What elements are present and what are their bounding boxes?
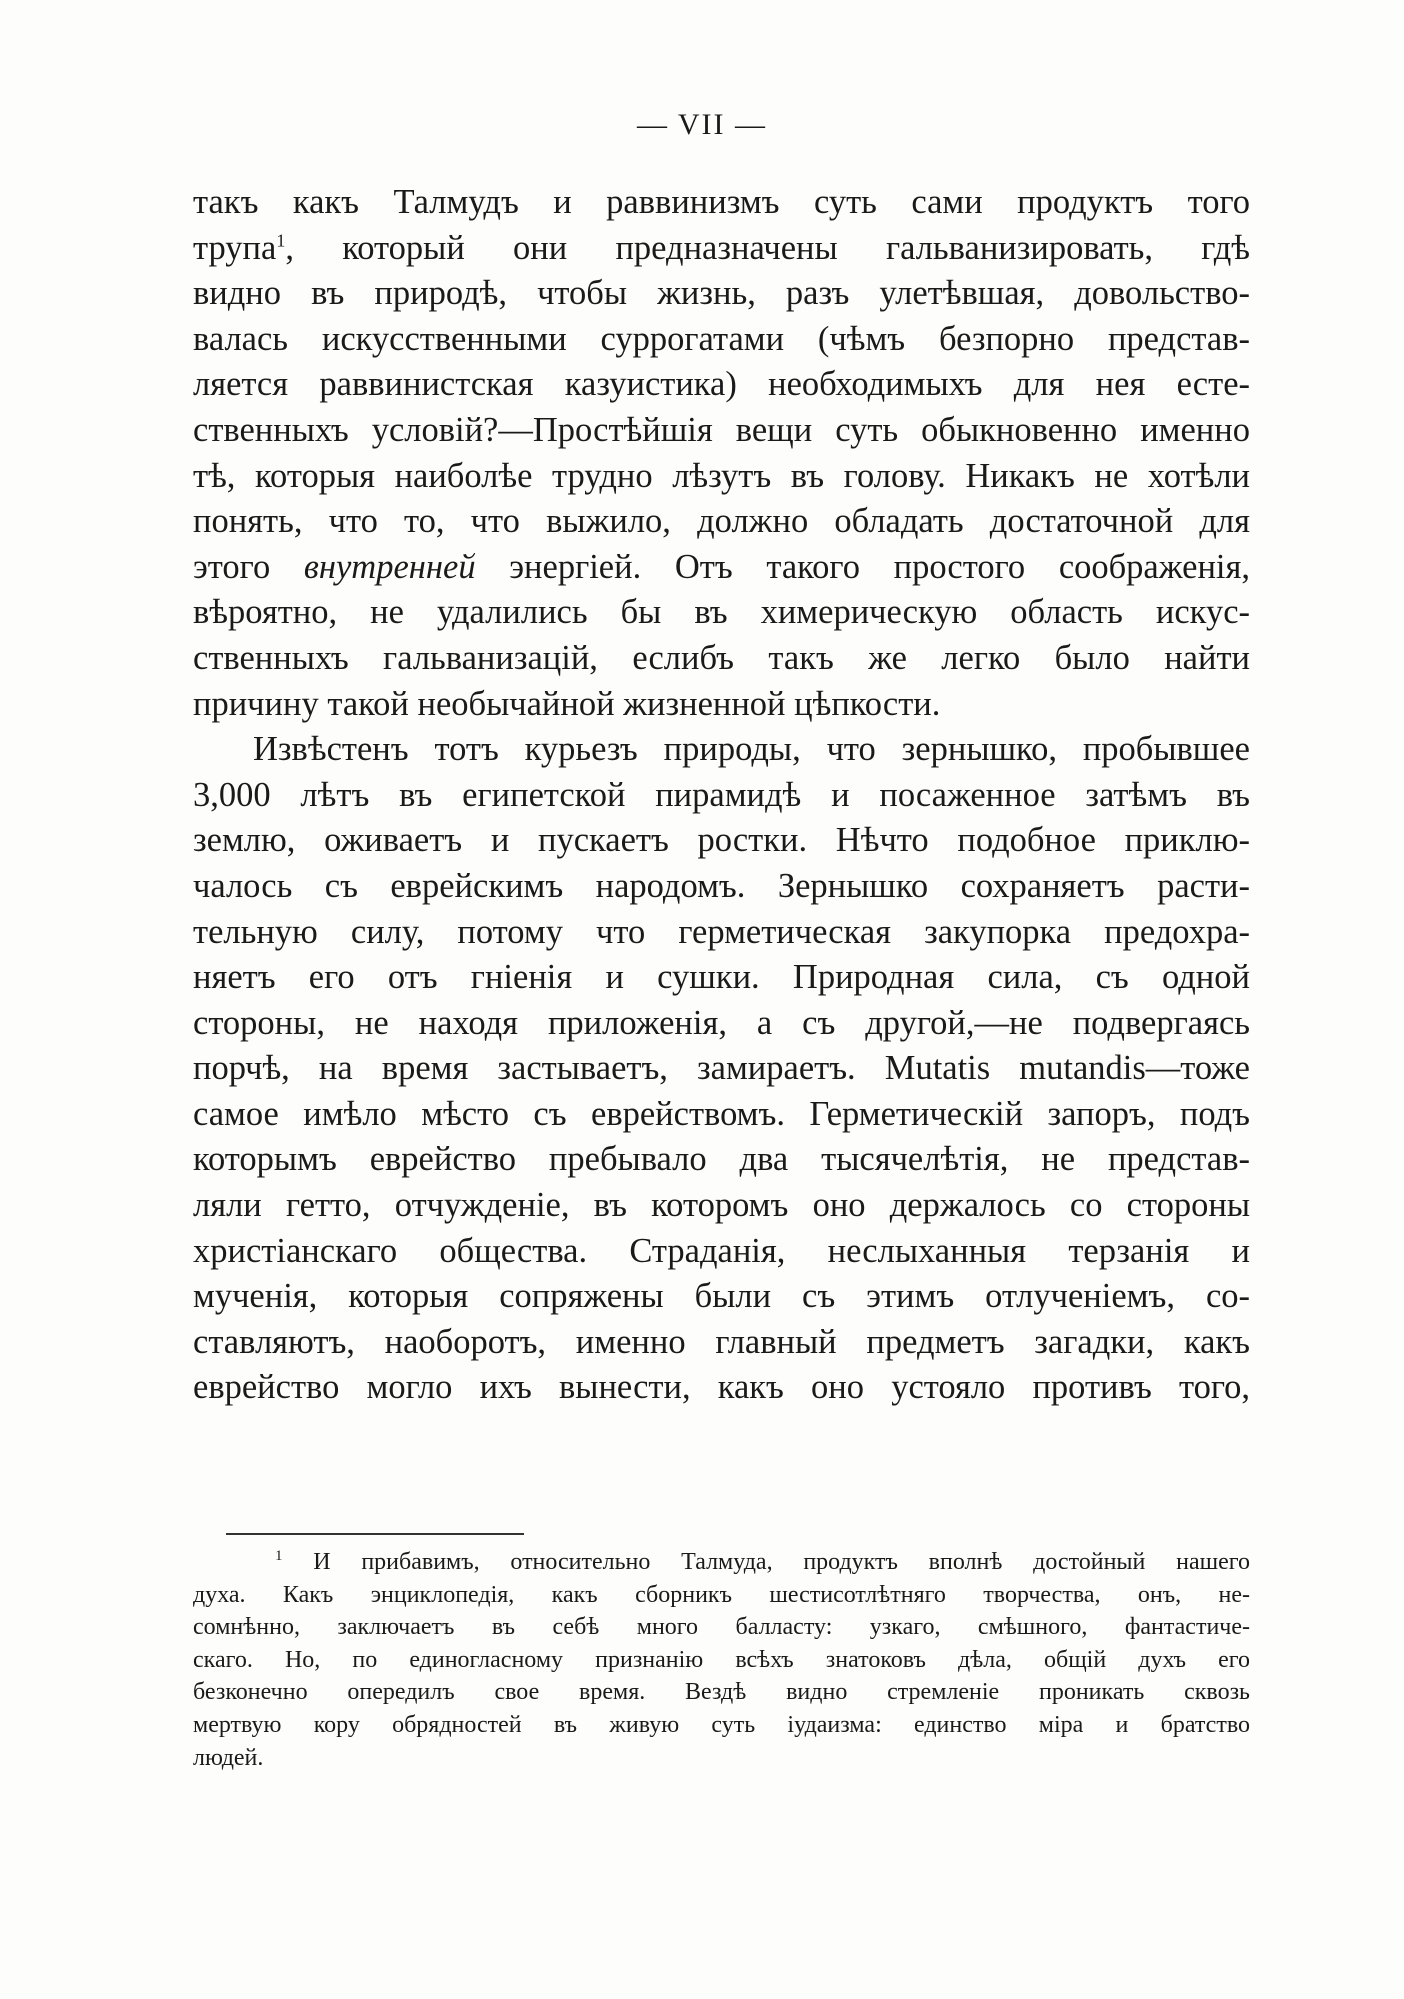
text-fragment: трупа bbox=[193, 228, 277, 267]
footnote-marker: 1 bbox=[275, 1548, 283, 1564]
italic-emphasis: внутренней bbox=[303, 547, 476, 586]
text-fragment: , который они предназначены гальванизировать, гдѣ bbox=[285, 228, 1250, 267]
text-line: ственныхъ условій?—Простѣйшія вещи суть обыкновенно именно bbox=[193, 410, 1250, 449]
text-line: ставляютъ, наоборотъ, именно главный предметъ загадки, какъ bbox=[193, 1322, 1250, 1361]
footnote-line: безконечно опередилъ свое время. Вездѣ видно стремленіе проникать сквозь bbox=[193, 1679, 1250, 1706]
footnote-reference: 1 bbox=[276, 230, 286, 251]
footnote-separator bbox=[226, 1533, 524, 1535]
text-line: ляется раввинистская казуистика) необходимыхъ для нея есте- bbox=[193, 365, 1250, 404]
text-line: Извѣстенъ тотъ курьезъ природы, что зернышко, пробывшее bbox=[253, 730, 1250, 769]
text-line: христіанскаго общества. Страданія, неслыханныя терзанія и bbox=[193, 1231, 1250, 1270]
footnote-line: людей. bbox=[193, 1744, 264, 1771]
footnote-line bbox=[193, 1546, 1250, 1579]
text-line: няетъ его отъ гніенія и сушки. Природная сила, съ одной bbox=[193, 958, 1250, 997]
text-line: самое имѣло мѣсто съ еврействомъ. Герметическій запоръ, подъ bbox=[193, 1094, 1250, 1133]
main-text bbox=[193, 180, 1250, 1411]
footnote-line: духа. Какъ энциклопедія, какъ сборникъ шестисотлѣтняго творчества, онъ, не- bbox=[193, 1581, 1250, 1608]
text-line: которымъ еврейство пребывало два тысячелѣтія, не представ- bbox=[193, 1140, 1250, 1179]
text-line: 3,000 лѣтъ въ египетской пирамидѣ и посаженное затѣмъ въ bbox=[193, 775, 1250, 814]
text-line: такъ какъ Талмудъ и раввинизмъ суть сами продуктъ того bbox=[193, 183, 1250, 221]
page-number: — VII — bbox=[636, 108, 768, 141]
text-line: еврейство могло ихъ вынести, какъ оно устояло противъ того, bbox=[193, 1368, 1250, 1407]
text-line: тѣ, которыя наиболѣе трудно лѣзутъ въ голову. Никакъ не хотѣли bbox=[193, 456, 1250, 495]
text-fragment: энергіей. Отъ такого простого соображенія, bbox=[509, 547, 1250, 586]
text-line: ственныхъ гальванизацій, еслибъ такъ же легко было найти bbox=[193, 638, 1250, 677]
text-line: видно въ природѣ, чтобы жизнь, разъ улетѣвшая, довольство- bbox=[193, 274, 1250, 313]
text-line: понять, что то, что выжило, должно обладать достаточной для bbox=[193, 502, 1250, 541]
text-line: тельную силу, потому что герметическая закупорка предохра- bbox=[193, 912, 1250, 951]
text-line: валась искусственными суррогатами (чѣмъ безпорно представ- bbox=[193, 319, 1250, 358]
text-line: вѣроятно, не удалились бы въ химерическую область искус- bbox=[193, 593, 1250, 632]
footnote-line: скаго. Но, по единогласному признанію всѣхъ знатоковъ дѣла, общій духъ его bbox=[193, 1646, 1250, 1673]
text-line: стороны, не находя приложенія, а съ другой,—не подвергаясь bbox=[193, 1003, 1250, 1042]
text-line: ляли гетто, отчужденіе, въ которомъ оно держалось со стороны bbox=[193, 1186, 1250, 1225]
footnote-line: сомнѣнно, заключаетъ въ себѣ много балласту: узкаго, смѣшного, фантастиче- bbox=[193, 1614, 1250, 1641]
footnote bbox=[193, 1546, 1250, 1774]
text-line: землю, оживаетъ и пускаетъ ростки. Нѣчто подобное приклю- bbox=[193, 821, 1250, 860]
text-fragment: И прибавимъ, относительно Талмуда, продуктъ вполнѣ достойный нашего bbox=[313, 1549, 1250, 1575]
text-fragment: этого bbox=[193, 547, 271, 586]
text-line: причину такой необычайной жизненной цѣпкости. bbox=[193, 684, 941, 723]
text-line: мученія, которыя сопряжены были съ этимъ отлученіемъ, со- bbox=[193, 1277, 1250, 1316]
text-line: порчѣ, на время застываетъ, замираетъ. Mutatis mutandis—тоже bbox=[193, 1049, 1250, 1088]
text-line bbox=[193, 545, 1250, 591]
text-line: чалось съ еврейскимъ народомъ. Зернышко сохраняетъ расти- bbox=[193, 866, 1250, 905]
footnote-line: мертвую кору обрядностей въ живую суть іудаизма: единство міра и братство bbox=[193, 1711, 1250, 1738]
text-line bbox=[193, 226, 1250, 272]
